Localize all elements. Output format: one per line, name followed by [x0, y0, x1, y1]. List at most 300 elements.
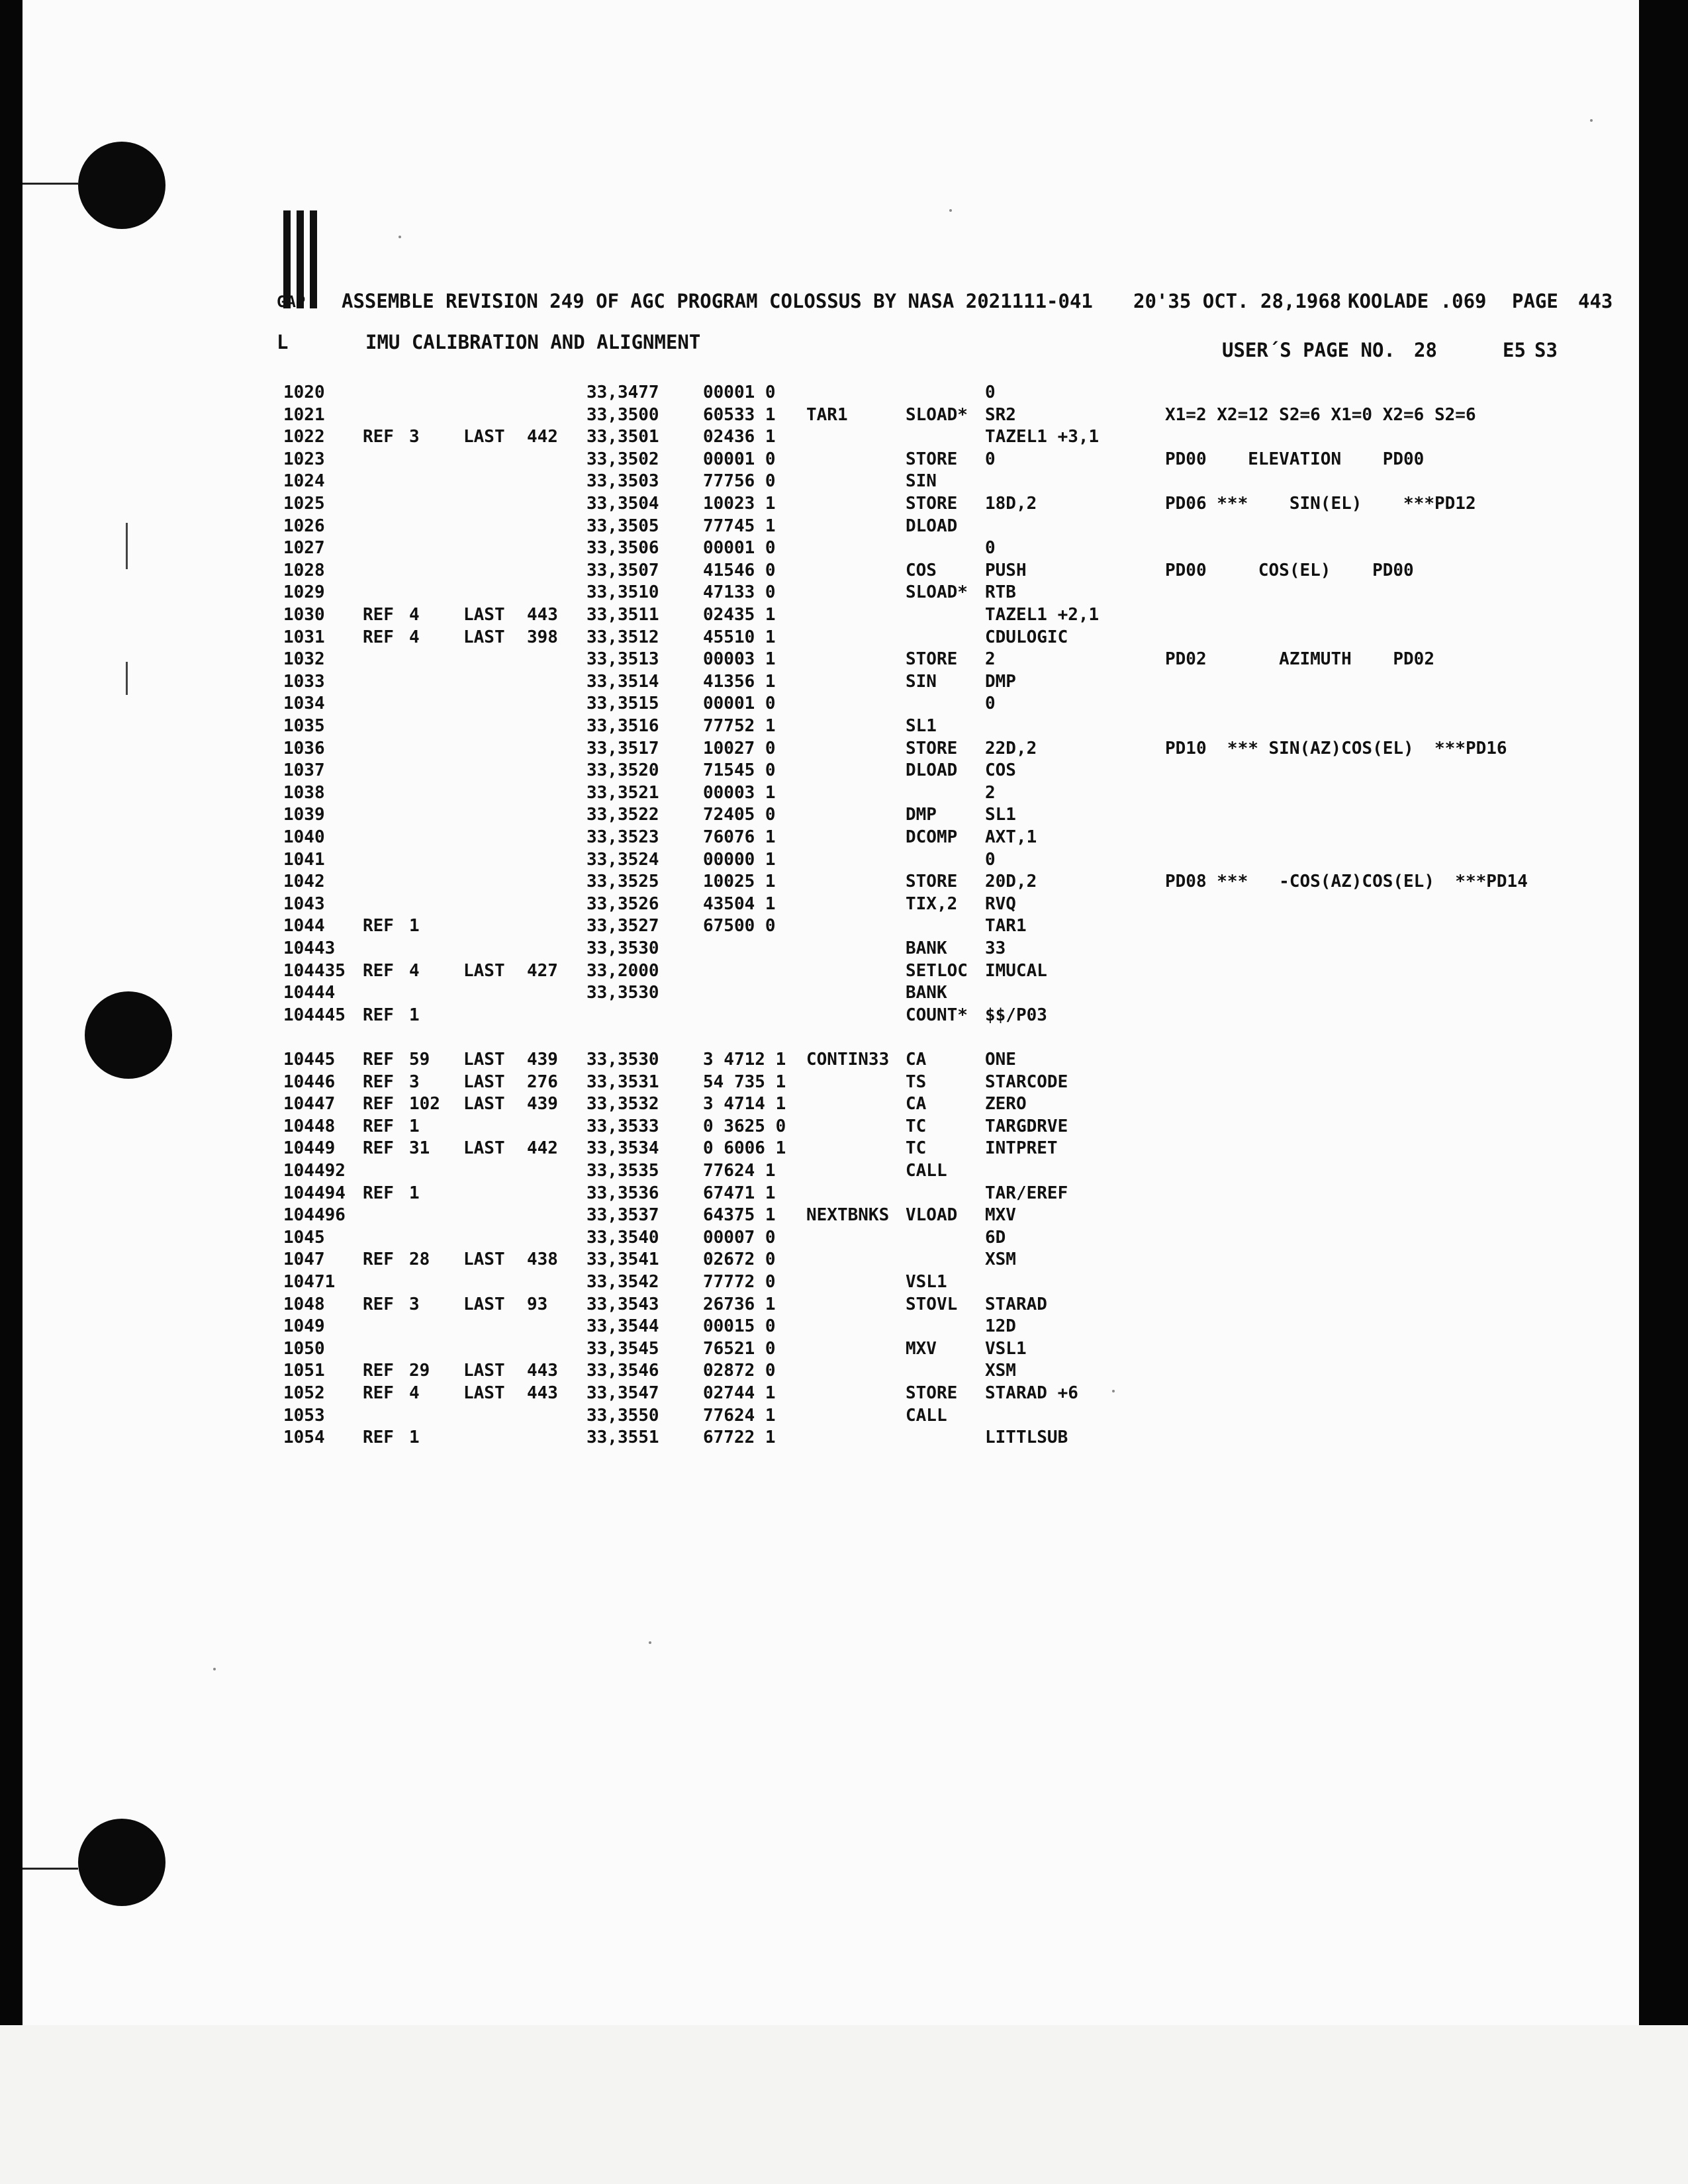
- address: 33,3502: [586, 449, 659, 469]
- line-number: 10443: [283, 938, 336, 958]
- line-number: 10449: [283, 1138, 336, 1158]
- opcode: SLOAD*: [906, 405, 968, 425]
- last-marker: LAST: [463, 1361, 505, 1381]
- ref-count: 4: [409, 627, 420, 647]
- octal-word: 64375 1: [703, 1205, 776, 1225]
- octal-word: 00001 0: [703, 449, 776, 469]
- operand: TAZEL1 +3,1: [985, 427, 1100, 447]
- address: 33,3530: [586, 938, 659, 958]
- opcode: CA: [906, 1050, 927, 1069]
- address: 33,3513: [586, 649, 659, 669]
- ebank-code: E5: [1503, 339, 1526, 361]
- listing-row: [0, 1005, 1688, 1028]
- listing-row: [0, 1138, 1688, 1161]
- operand: STARAD: [985, 1295, 1047, 1314]
- line-number: 10446: [283, 1072, 336, 1092]
- octal-word: 02436 1: [703, 427, 776, 447]
- address: 33,3524: [586, 850, 659, 870]
- operand: STARCODE: [985, 1072, 1068, 1092]
- listing-row: [0, 1094, 1688, 1116]
- line-number: 1037: [283, 760, 325, 780]
- line-number: 1025: [283, 494, 325, 514]
- line-number: 1052: [283, 1383, 325, 1403]
- address: 33,3514: [586, 672, 659, 692]
- opcode: BANK: [906, 983, 947, 1003]
- address: 33,3526: [586, 894, 659, 914]
- octal-word: 00001 0: [703, 383, 776, 402]
- listing-row: [0, 1316, 1688, 1339]
- line-number: 1030: [283, 605, 325, 625]
- comment: PD06 *** SIN(EL) ***PD12: [1165, 494, 1476, 514]
- line-number: 1024: [283, 471, 325, 491]
- ref-marker: REF: [363, 1295, 394, 1314]
- comment: PD00 COS(EL) PD00: [1165, 561, 1414, 580]
- line-number: 104496: [283, 1205, 346, 1225]
- listing-row: [0, 983, 1688, 1005]
- line-number: 104445: [283, 1005, 346, 1025]
- user-page-number: 28: [1414, 339, 1437, 361]
- line-number: 1027: [283, 538, 325, 558]
- operand: SL1: [985, 805, 1016, 825]
- operand: MXV: [985, 1205, 1016, 1225]
- punch-hole-bottom: [78, 1819, 165, 1906]
- line-number: 1033: [283, 672, 325, 692]
- listing-row: [0, 1205, 1688, 1228]
- scan-speck: [949, 209, 952, 212]
- line-number: 104435: [283, 961, 346, 981]
- opcode: VLOAD: [906, 1205, 958, 1225]
- listing-row: [0, 872, 1688, 894]
- last-page: 442: [527, 1138, 558, 1158]
- line-number: 1038: [283, 783, 325, 803]
- scan-speck: [1590, 119, 1593, 122]
- operand: $$/P03: [985, 1005, 1047, 1025]
- octal-word: 02872 0: [703, 1361, 776, 1381]
- punch-hole-top: [78, 142, 165, 229]
- opcode: MXV: [906, 1339, 937, 1359]
- line-number: 1035: [283, 716, 325, 736]
- operand: XSM: [985, 1250, 1016, 1269]
- listing-row: [0, 1339, 1688, 1361]
- address: 33,3522: [586, 805, 659, 825]
- ref-count: 102: [409, 1094, 440, 1114]
- listing-row: [0, 1428, 1688, 1450]
- octal-word: 76076 1: [703, 827, 776, 847]
- address: 33,3507: [586, 561, 659, 580]
- operand: 0: [985, 538, 996, 558]
- listing-row: [0, 760, 1688, 783]
- octal-word: 76521 0: [703, 1339, 776, 1359]
- line-number: 104492: [283, 1161, 346, 1181]
- operand: PUSH: [985, 561, 1027, 580]
- ref-count: 1: [409, 916, 420, 936]
- opcode: BANK: [906, 938, 947, 958]
- line-number: 1032: [283, 649, 325, 669]
- octal-word: 00015 0: [703, 1316, 776, 1336]
- line-number: 1036: [283, 739, 325, 758]
- punch-hole-bottom-line: [23, 1868, 78, 1870]
- last-page: 442: [527, 427, 558, 447]
- operand: CDULOGIC: [985, 627, 1068, 647]
- address: 33,3540: [586, 1228, 659, 1248]
- ref-count: 31: [409, 1138, 430, 1158]
- last-marker: LAST: [463, 627, 505, 647]
- address: 33,3551: [586, 1428, 659, 1447]
- address: 33,3511: [586, 605, 659, 625]
- operand: 2: [985, 783, 996, 803]
- listing-row: [0, 1228, 1688, 1250]
- octal-word: 41546 0: [703, 561, 776, 580]
- address: 33,3525: [586, 872, 659, 891]
- opcode: VSL1: [906, 1272, 947, 1292]
- opcode: STORE: [906, 739, 958, 758]
- address: 33,3503: [586, 471, 659, 491]
- address: 33,3541: [586, 1250, 659, 1269]
- line-number: 1050: [283, 1339, 325, 1359]
- ref-count: 1: [409, 1116, 420, 1136]
- opcode: DLOAD: [906, 760, 958, 780]
- listing-row: [0, 582, 1688, 605]
- listing-row: [0, 538, 1688, 561]
- operand: 6D: [985, 1228, 1006, 1248]
- opcode: DMP: [906, 805, 937, 825]
- address: 33,3530: [586, 1050, 659, 1069]
- last-marker: LAST: [463, 1250, 505, 1269]
- octal-word: 3 4712 1: [703, 1050, 786, 1069]
- opcode: STORE: [906, 649, 958, 669]
- listing-row: [0, 1183, 1688, 1206]
- opcode: SIN: [906, 471, 937, 491]
- octal-word: 00007 0: [703, 1228, 776, 1248]
- address: 33,3515: [586, 694, 659, 713]
- octal-word: 00001 0: [703, 538, 776, 558]
- octal-word: 77624 1: [703, 1406, 776, 1426]
- ref-marker: REF: [363, 1383, 394, 1403]
- listing-row: [0, 649, 1688, 672]
- operand: 0: [985, 449, 996, 469]
- ref-marker: REF: [363, 1094, 394, 1114]
- octal-word: 00001 0: [703, 694, 776, 713]
- comment: PD10 *** SIN(AZ)COS(EL) ***PD16: [1165, 739, 1507, 758]
- opcode: COUNT*: [906, 1005, 968, 1025]
- operand: 12D: [985, 1316, 1016, 1336]
- last-page: 427: [527, 961, 558, 981]
- ref-count: 59: [409, 1050, 430, 1069]
- ref-count: 3: [409, 1295, 420, 1314]
- opcode: CALL: [906, 1161, 947, 1181]
- punch-hole-top-line: [23, 183, 78, 185]
- opcode: STORE: [906, 1383, 958, 1403]
- operand: VSL1: [985, 1339, 1027, 1359]
- line-number: 104494: [283, 1183, 346, 1203]
- line-number: 1045: [283, 1228, 325, 1248]
- page-label: PAGE: [1512, 290, 1558, 312]
- address: 33,3527: [586, 916, 659, 936]
- opcode: COS: [906, 561, 937, 580]
- last-marker: LAST: [463, 1050, 505, 1069]
- octal-word: 00003 1: [703, 649, 776, 669]
- octal-word: 0 6006 1: [703, 1138, 786, 1158]
- ref-marker: REF: [363, 961, 394, 981]
- opcode: STORE: [906, 872, 958, 891]
- ref-count: 4: [409, 605, 420, 625]
- ref-count: 1: [409, 1005, 420, 1025]
- address: 33,3535: [586, 1161, 659, 1181]
- listing-row: [0, 1406, 1688, 1428]
- address: 33,3533: [586, 1116, 659, 1136]
- last-page: 439: [527, 1094, 558, 1114]
- operand: TARGDRVE: [985, 1116, 1068, 1136]
- operand: TAZEL1 +2,1: [985, 605, 1100, 625]
- line-number: 1023: [283, 449, 325, 469]
- operand: SR2: [985, 405, 1016, 425]
- section-mark: L: [277, 331, 289, 353]
- last-page: 443: [527, 605, 558, 625]
- last-marker: LAST: [463, 961, 505, 981]
- last-marker: LAST: [463, 1094, 505, 1114]
- operand: AXT,1: [985, 827, 1037, 847]
- operand: IMUCAL: [985, 961, 1047, 981]
- octal-word: 77745 1: [703, 516, 776, 536]
- line-number: 10471: [283, 1272, 336, 1292]
- last-page: 438: [527, 1250, 558, 1269]
- opcode: TS: [906, 1072, 927, 1092]
- last-page: 398: [527, 627, 558, 647]
- operand: XSM: [985, 1361, 1016, 1381]
- octal-word: 00000 1: [703, 850, 776, 870]
- address: 33,3546: [586, 1361, 659, 1381]
- line-number: 10445: [283, 1050, 336, 1069]
- scan-speck: [213, 1668, 216, 1670]
- octal-word: 77752 1: [703, 716, 776, 736]
- line-number: 1022: [283, 427, 325, 447]
- listing-row: [0, 405, 1688, 428]
- address: 33,3477: [586, 383, 659, 402]
- operand: TAR1: [985, 916, 1027, 936]
- comment: X1=2 X2=12 S2=6 X1=0 X2=6 S2=6: [1165, 405, 1476, 425]
- opcode: CA: [906, 1094, 927, 1114]
- line-number: 1048: [283, 1295, 325, 1314]
- symbol-label: TAR1: [806, 405, 848, 425]
- address: 33,3516: [586, 716, 659, 736]
- octal-word: 10025 1: [703, 872, 776, 891]
- operand: 2: [985, 649, 996, 669]
- listing-row: [0, 1383, 1688, 1406]
- operand: LITTLSUB: [985, 1428, 1068, 1447]
- line-number: 1043: [283, 894, 325, 914]
- opcode: SIN: [906, 672, 937, 692]
- address: 33,3521: [586, 783, 659, 803]
- listing-row: [0, 494, 1688, 516]
- line-number: 1049: [283, 1316, 325, 1336]
- sbank-code: S3: [1534, 339, 1558, 361]
- listing-row: [0, 961, 1688, 983]
- listing-row: [0, 605, 1688, 627]
- line-number: 1034: [283, 694, 325, 713]
- address: 33,3506: [586, 538, 659, 558]
- address: 33,2000: [586, 961, 659, 981]
- line-number: 1047: [283, 1250, 325, 1269]
- address: 33,3550: [586, 1406, 659, 1426]
- octal-word: 60533 1: [703, 405, 776, 425]
- assembly-user: KOOLADE .069: [1348, 290, 1487, 312]
- ref-marker: REF: [363, 1072, 394, 1092]
- octal-word: 00003 1: [703, 783, 776, 803]
- listing-row: [0, 1027, 1688, 1050]
- last-marker: LAST: [463, 605, 505, 625]
- octal-word: 45510 1: [703, 627, 776, 647]
- line-number: 1051: [283, 1361, 325, 1381]
- address: 33,3545: [586, 1339, 659, 1359]
- listing-row: [0, 1250, 1688, 1272]
- scan-speck: [649, 1641, 651, 1644]
- address: 33,3500: [586, 405, 659, 425]
- address: 33,3536: [586, 1183, 659, 1203]
- listing-row: [0, 827, 1688, 850]
- octal-word: 71545 0: [703, 760, 776, 780]
- ref-count: 29: [409, 1361, 430, 1381]
- listing-row: [0, 694, 1688, 716]
- ref-count: 1: [409, 1428, 420, 1447]
- ref-marker: REF: [363, 1050, 394, 1069]
- address: 33,3537: [586, 1205, 659, 1225]
- opcode: STORE: [906, 449, 958, 469]
- address: 33,3547: [586, 1383, 659, 1403]
- comment: PD00 ELEVATION PD00: [1165, 449, 1425, 469]
- address: 33,3530: [586, 983, 659, 1003]
- address: 33,3512: [586, 627, 659, 647]
- ref-marker: REF: [363, 1116, 394, 1136]
- octal-word: 54 735 1: [703, 1072, 786, 1092]
- opcode: DLOAD: [906, 516, 958, 536]
- listing-row: [0, 783, 1688, 805]
- octal-word: 43504 1: [703, 894, 776, 914]
- line-number: 1028: [283, 561, 325, 580]
- ref-marker: REF: [363, 1005, 394, 1025]
- listing-row: [0, 1116, 1688, 1139]
- line-number: 1020: [283, 383, 325, 402]
- listing-row: [0, 1161, 1688, 1183]
- octal-word: 26736 1: [703, 1295, 776, 1314]
- line-number: 1039: [283, 805, 325, 825]
- address: 33,3505: [586, 516, 659, 536]
- ref-marker: REF: [363, 1250, 394, 1269]
- ref-count: 1: [409, 1183, 420, 1203]
- last-marker: LAST: [463, 1138, 505, 1158]
- opcode: SLOAD*: [906, 582, 968, 602]
- ref-marker: REF: [363, 627, 394, 647]
- operand: 33: [985, 938, 1006, 958]
- listing-row: [0, 805, 1688, 827]
- octal-word: 02744 1: [703, 1383, 776, 1403]
- listing-row: [0, 627, 1688, 650]
- last-page: 443: [527, 1361, 558, 1381]
- octal-word: 67471 1: [703, 1183, 776, 1203]
- opcode: TIX,2: [906, 894, 958, 914]
- line-number: 10444: [283, 983, 336, 1003]
- operand: INTPRET: [985, 1138, 1058, 1158]
- section-title: IMU CALIBRATION AND ALIGNMENT: [365, 331, 701, 353]
- last-page: 439: [527, 1050, 558, 1069]
- line-number: 1041: [283, 850, 325, 870]
- listing-row: [0, 1361, 1688, 1383]
- address: 33,3520: [586, 760, 659, 780]
- page-number: 443: [1578, 290, 1613, 312]
- listing-row: [0, 938, 1688, 961]
- ref-marker: REF: [363, 1361, 394, 1381]
- listing-row: [0, 1272, 1688, 1295]
- address: 33,3517: [586, 739, 659, 758]
- line-number: 1054: [283, 1428, 325, 1447]
- address: 33,3534: [586, 1138, 659, 1158]
- line-number: 1021: [283, 405, 325, 425]
- listing-row: [0, 449, 1688, 472]
- listing-row: [0, 383, 1688, 405]
- listing-row: [0, 471, 1688, 494]
- address: 33,3504: [586, 494, 659, 514]
- opcode: SL1: [906, 716, 937, 736]
- octal-word: 02435 1: [703, 605, 776, 625]
- last-marker: LAST: [463, 1383, 505, 1403]
- operand: RTB: [985, 582, 1016, 602]
- address: 33,3523: [586, 827, 659, 847]
- octal-word: 10023 1: [703, 494, 776, 514]
- symbol-label: CONTIN33: [806, 1050, 890, 1069]
- operand: 20D,2: [985, 872, 1037, 891]
- line-number: 1026: [283, 516, 325, 536]
- octal-word: 41356 1: [703, 672, 776, 692]
- user-page-label: USER´S PAGE NO.: [1222, 339, 1395, 361]
- address: 33,3544: [586, 1316, 659, 1336]
- assembly-timestamp: 20'35 OCT. 28,1968: [1133, 290, 1342, 312]
- ref-count: 28: [409, 1250, 430, 1269]
- ref-marker: REF: [363, 1138, 394, 1158]
- ref-marker: REF: [363, 605, 394, 625]
- assemble-header: ASSEMBLE REVISION 249 OF AGC PROGRAM COLOSSUS BY NASA 2021111-041: [342, 290, 1093, 312]
- operand: STARAD +6: [985, 1383, 1078, 1403]
- last-marker: LAST: [463, 1072, 505, 1092]
- address: 33,3510: [586, 582, 659, 602]
- listing-row: [0, 561, 1688, 583]
- operand: ZERO: [985, 1094, 1027, 1114]
- address: 33,3542: [586, 1272, 659, 1292]
- ref-count: 3: [409, 1072, 420, 1092]
- operand: COS: [985, 760, 1016, 780]
- opcode: CALL: [906, 1406, 947, 1426]
- address: 33,3532: [586, 1094, 659, 1114]
- listing-row: [0, 1072, 1688, 1095]
- address: 33,3501: [586, 427, 659, 447]
- line-number: 1053: [283, 1406, 325, 1426]
- listing-row: [0, 427, 1688, 449]
- ref-marker: REF: [363, 1183, 394, 1203]
- last-page: 93: [527, 1295, 548, 1314]
- ref-marker: REF: [363, 916, 394, 936]
- octal-word: 3 4714 1: [703, 1094, 786, 1114]
- octal-word: 0 3625 0: [703, 1116, 786, 1136]
- ref-count: 4: [409, 1383, 420, 1403]
- line-number: 10447: [283, 1094, 336, 1114]
- opcode: STOVL: [906, 1295, 958, 1314]
- line-number: 1044: [283, 916, 325, 936]
- operand: 0: [985, 850, 996, 870]
- operand: DMP: [985, 672, 1016, 692]
- octal-word: 67500 0: [703, 916, 776, 936]
- operand: 22D,2: [985, 739, 1037, 758]
- last-page: 443: [527, 1383, 558, 1403]
- operand: 0: [985, 383, 996, 402]
- operand: 0: [985, 694, 996, 713]
